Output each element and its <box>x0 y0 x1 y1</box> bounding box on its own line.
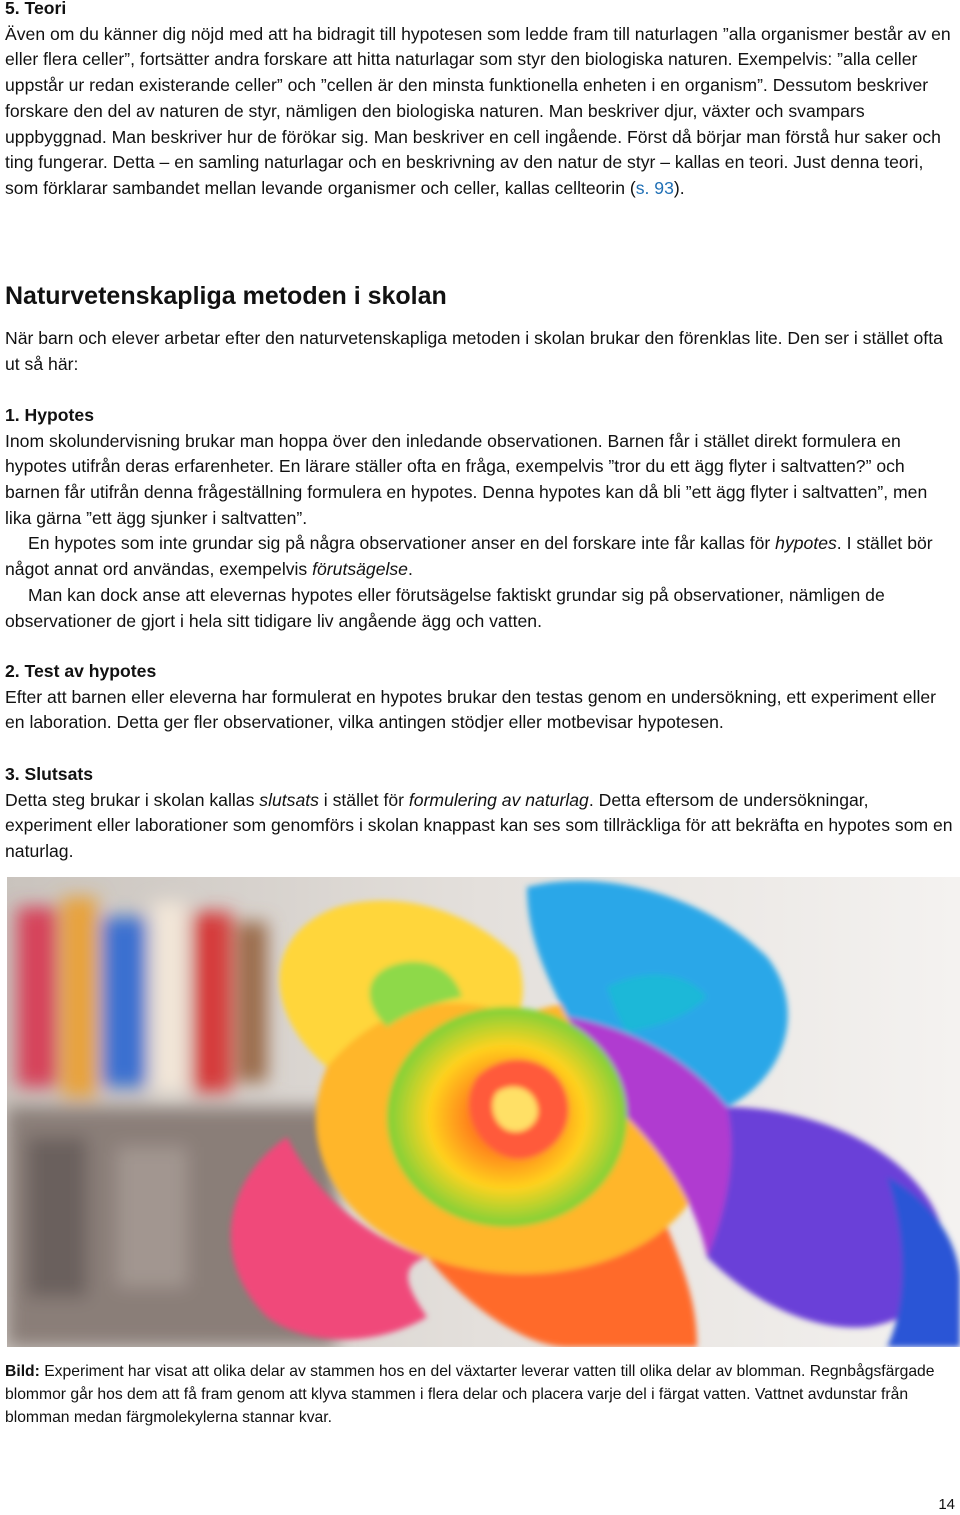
term-forutsagelse: förutsägelse <box>312 558 408 579</box>
term-slutsats: slutsats <box>259 789 319 810</box>
step-2-block <box>5 659 955 736</box>
method-intro: När barn och elever arbetar efter den naturvetenskapliga metoden i skolan brukar den förenklas lite. Den ser i stället ofta ut så här: <box>5 328 943 374</box>
section-5-heading: 5. Teori <box>5 0 67 18</box>
step-1-p2-text-a: En hypotes som inte grundar sig på några observationer anser en del forskare inte får kallas för <box>28 533 776 553</box>
page-reference-link[interactable]: s. 93 <box>635 177 674 198</box>
step-2-paragraph: Efter att barnen eller eleverna har formulerat en hypotes brukar den testas genom en undersökning, ett experiment eller en laboration. Detta ger fler observationer, vilka antingen stödjer eller motbevisar hypotesen. <box>5 686 937 733</box>
term-formulering-av-naturlag: formulering av naturlag <box>408 789 589 810</box>
step-1-block <box>5 403 955 532</box>
step-1-p2-text-b: . I stället bör något annat ord användas, exempelvis <box>5 533 933 579</box>
step-3-block <box>5 762 955 865</box>
step-3-text-a: Detta steg brukar i skolan kallas <box>5 789 260 810</box>
photo-caption <box>5 1360 955 1429</box>
caption-label: Bild: <box>5 1363 40 1380</box>
step-2-heading: 2. Test av hypotes <box>5 661 157 681</box>
section-5-paragraph: Även om du känner dig nöjd med att ha bidragit till hypotesen som ledde fram till naturlagen ”alla organismer består av en eller flera celler”, fortsätter andra forskare att hitta naturlagar som styr den biologiska naturen. Exempelvis: ”alla celler uppstår ur redan existerande celler” och ”cellen är den minsta funktionella enheten i en organism”. Dessutom beskriver forskare den del av naturen de styr, nämligen den biologiska naturen. Man beskriver djur, växter och svampars uppbyggnad. Man beskriver hur de förökar sig. Man beskriver en cell ingående. Först då börjar man förstå hur saker och ting fungerar. Detta – en samling naturlagar och en beskrivning av den natur de styr – kallas en teori. Just denna teori, som förklarar sambandet mellan levande organismer och celler, kallas cellteorin ( <box>5 23 951 198</box>
step-3-text-c: . Detta eftersom de undersökningar, experiment eller laborationer som genomförs i skolan knappast kan ses som tillräckliga för att bekräfta en hypotes som en naturlag. <box>5 789 953 862</box>
rainbow-rose-photo <box>7 877 960 1347</box>
method-heading: Naturvetenskapliga metoden i skolan <box>5 282 447 310</box>
section-5-paragraph-end: ). <box>673 177 685 198</box>
step-1-paragraph-1: Inom skolundervisning brukar man hoppa över den inledande observationen. Barnen får i stället direkt formulera en hypotes utifrån deras erfarenheter. En lärare ställer ofta en fråga, exempelvis ”tror du ett ägg flyter i saltvatten?” och barnen får utifrån denna frågeställning formulera en hypotes. Denna hypotes kan då bli ”ett ägg flyter i saltvatten”, men lika gärna ”ett ägg sjunker i saltvatten”. <box>5 430 928 528</box>
term-hypotes: hypotes <box>775 533 837 553</box>
page-number: 14 <box>938 1496 955 1513</box>
step-1-heading: 1. Hypotes <box>5 405 94 425</box>
step-1-paragraph-3: Man kan dock anse att elevernas hypotes eller förutsägelse faktiskt grundar sig på observationer, nämligen de observationer de gjort i hela sitt tidigare liv angående ägg och vatten. <box>5 585 885 631</box>
step-1-p2-text-c: . <box>407 558 413 579</box>
caption-text: Experiment har visat att olika delar av stammen hos en del växtarter leverar vatten till olika delar av blomman. Regnbågsfärgade blommor går hos dem att få fram genom att klyva stammen i flera delar och placera varje del i färgat vatten. Vattnet avdunstar från blomman medan färgmolekylerna stannar kvar. <box>5 1363 935 1426</box>
step-3-heading: 3. Slutsats <box>5 764 94 784</box>
step-3-text-b: i stället för <box>318 789 409 810</box>
section-5-block <box>5 0 955 202</box>
step-1-paragraph-2 <box>5 531 955 582</box>
